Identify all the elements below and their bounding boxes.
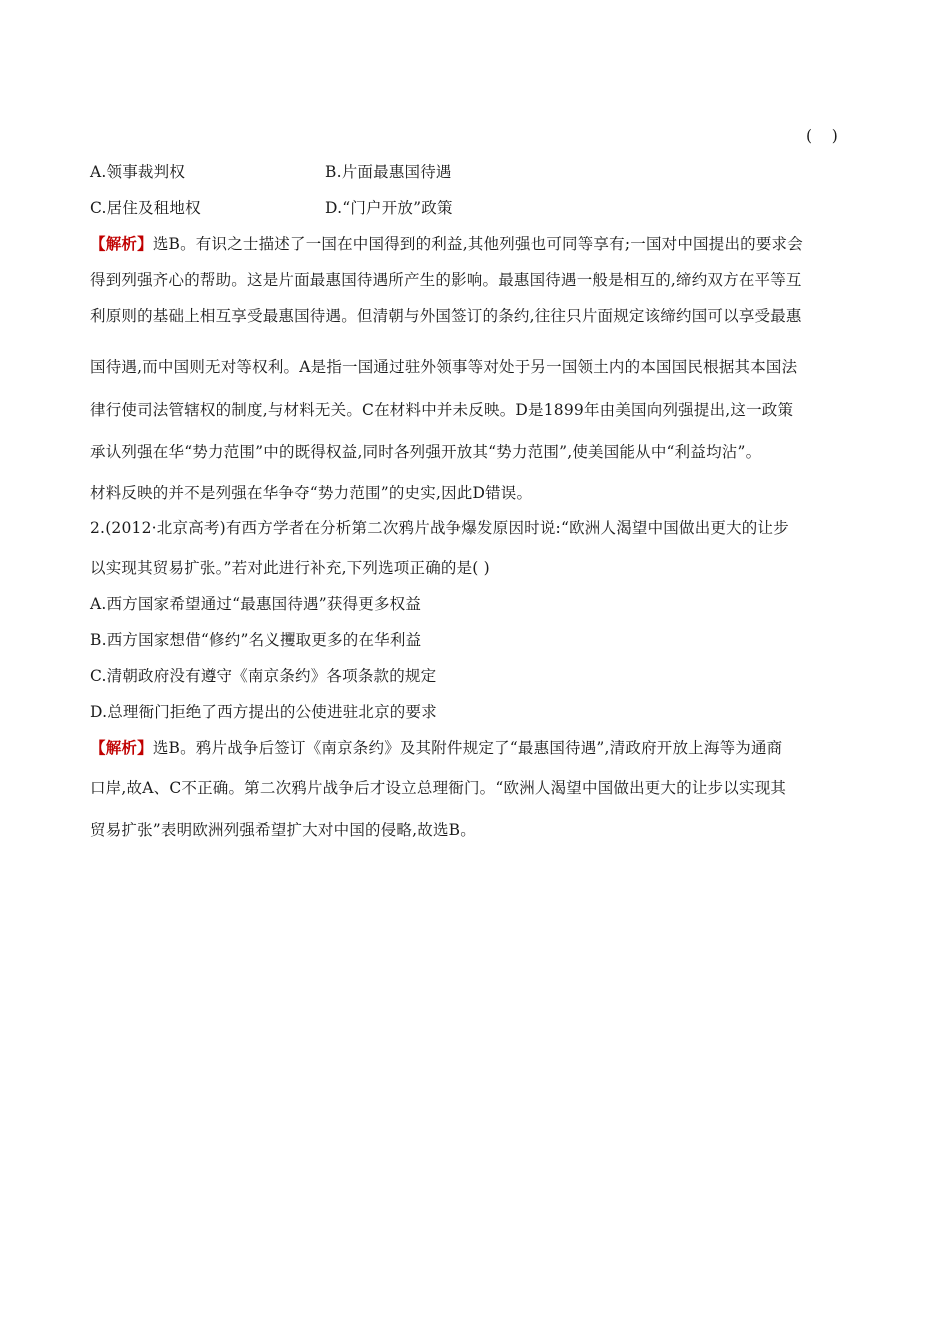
q1-analysis-line-7: 材料反映的并不是列强在华争夺“势力范围”的史实,因此D错误。 xyxy=(90,484,533,502)
q2-analysis-line-1 xyxy=(90,738,880,758)
q2-option-a: A.西方国家希望通过“最惠国待遇”获得更多权益 xyxy=(90,595,422,613)
q2-stem-line-2: 以实现其贸易扩张。”若对此进行补充,下列选项正确的是( ) xyxy=(90,559,490,577)
q1-analysis-text: 选B。有识之士描述了一国在中国得到的利益,其他列强也可同等享有;一国对中国提出的要求会 xyxy=(152,235,803,253)
q2-stem-line-1: 2.(2012·北京高考)有西方学者在分析第二次鸦片战争爆发原因时说:“欧洲人渴望中国做出更大的让步 xyxy=(90,519,789,537)
q1-analysis-line-3: 利原则的基础上相互享受最惠国待遇。但清朝与外国签订的条约,往往只片面规定该缔约国可以享受最惠 xyxy=(90,307,802,325)
q2-option-d: D.总理衙门拒绝了西方提出的公使进驻北京的要求 xyxy=(90,703,437,721)
q2-analysis-tag: 【解析】 xyxy=(90,738,153,757)
q1-analysis-line-6: 承认列强在华“势力范围”中的既得权益,同时各列强开放其“势力范围”,使美国能从中“利益均沾”。 xyxy=(90,443,762,461)
q1-analysis-line-4: 国待遇,而中国则无对等权利。A是指一国通过驻外领事等对处于另一国领土内的本国国民根据其本国法 xyxy=(90,358,798,376)
q1-analysis-line-1 xyxy=(90,234,880,254)
q1-analysis-line-5: 律行使司法管辖权的制度,与材料无关。C在材料中并未反映。D是1899年由美国向列强提出,这一政策 xyxy=(90,401,794,419)
q1-analysis-tag: 【解析】 xyxy=(90,234,153,253)
q2-analysis-line-3: 贸易扩张”表明欧洲列强希望扩大对中国的侵略,故选B。 xyxy=(90,821,476,839)
q1-option-d: D.“门户开放”政策 xyxy=(325,199,453,217)
q1-option-a: A.领事裁判权 xyxy=(90,163,186,181)
q2-option-c: C.清朝政府没有遵守《南京条约》各项条款的规定 xyxy=(90,667,437,685)
answer-bracket: ( ) xyxy=(806,127,838,145)
q2-option-b: B.西方国家想借“修约”名义攫取更多的在华利益 xyxy=(90,631,422,649)
q2-analysis-text: 选B。鸦片战争后签订《南京条约》及其附件规定了“最惠国待遇”,清政府开放上海等为通商 xyxy=(152,739,783,757)
q1-option-c: C.居住及租地权 xyxy=(90,199,201,217)
q2-analysis-line-2: 口岸,故A、C不正确。第二次鸦片战争后才设立总理衙门。“欧洲人渴望中国做出更大的让步以实现其 xyxy=(90,779,787,797)
q1-option-b: B.片面最惠国待遇 xyxy=(325,163,452,181)
q1-analysis-line-2: 得到列强齐心的帮助。这是片面最惠国待遇所产生的影响。最惠国待遇一般是相互的,缔约双方在平等互 xyxy=(90,271,802,289)
